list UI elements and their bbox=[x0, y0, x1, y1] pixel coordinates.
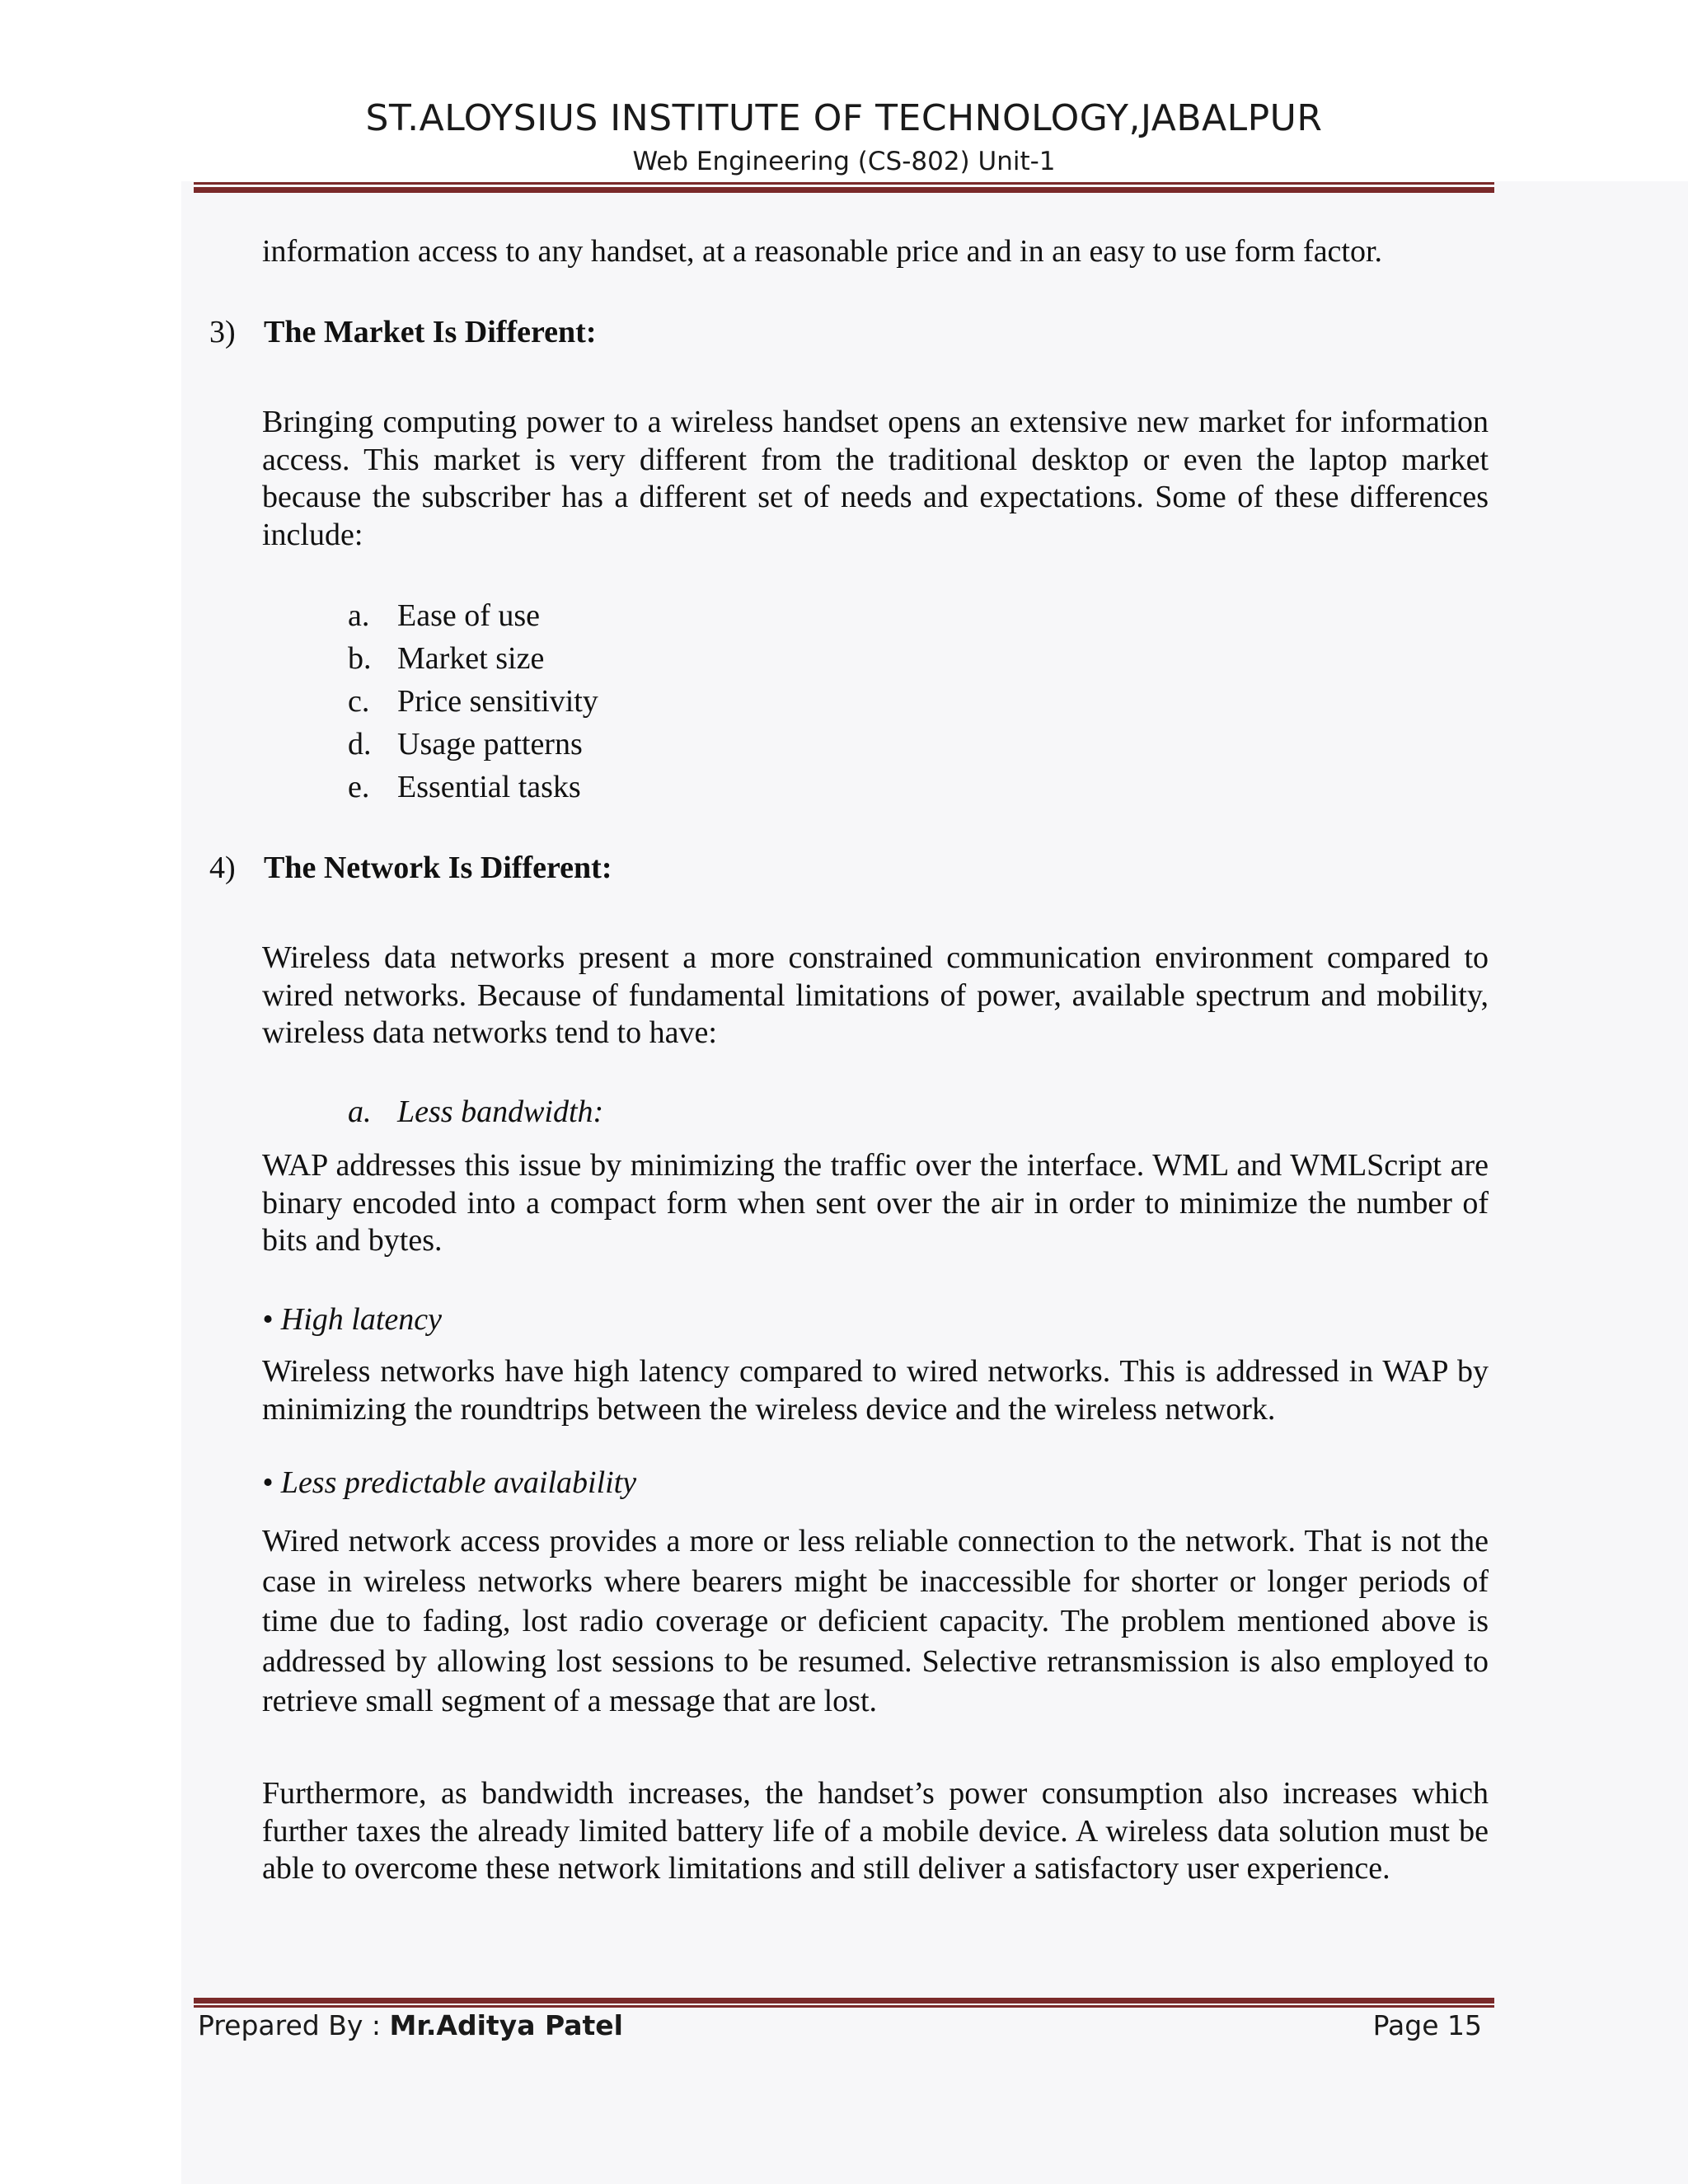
section-3-paragraph: Bringing computing power to a wireless handset opens an extensive new market for information access. This market is very different from the traditional desktop or even the laptop market because the subscriber has a different set of needs and expectations. Some of these differences include: bbox=[262, 405, 1489, 552]
section-3-number: 3) bbox=[209, 315, 236, 349]
latency-paragraph: Wireless networks have high latency compared to wired networks. This is addressed in WAP by minimizing the roundtrips between the wireless device and the wireless network. bbox=[262, 1354, 1489, 1427]
availability-paragraph: Wired network access provides a more or less reliable connection to the network. That is not the case in wireless networks where bearers might be inaccessible for shorter or longer periods of time due to fading, lost radio coverage or deficient capacity. The problem mentioned above is addressed by allowing lost sessions to be resumed. Selective retransmission is also employed to retrieve small segment of a message that are lost. bbox=[262, 1524, 1489, 1718]
section-4-title: The Network Is Different: bbox=[264, 851, 612, 885]
prepared-label: Prepared By : bbox=[198, 2009, 390, 2041]
course-subtitle: Web Engineering (CS-802) Unit-1 bbox=[632, 147, 1056, 176]
availability-heading: • Less predictable availability bbox=[262, 1465, 637, 1500]
section-4-number: 4) bbox=[209, 851, 236, 885]
page-number: Page 15 bbox=[1372, 2009, 1482, 2041]
institute-title: ST.ALOYSIUS INSTITUTE OF TECHNOLOGY,JABALPUR bbox=[365, 97, 1323, 139]
author-name: Mr.Aditya Patel bbox=[389, 2009, 623, 2041]
latency-heading: • High latency bbox=[262, 1302, 443, 1337]
section-3-heading bbox=[209, 313, 951, 351]
closing-paragraph: Furthermore, as bandwidth increases, the handset’s power consumption also increases which further taxes the already limited battery life of a mobile device. A wireless data solution must be able to overcome these network limitations and still deliver a satisfactory user experience. bbox=[262, 1776, 1489, 1886]
section-4-heading bbox=[209, 849, 951, 887]
continuation-text: information access to any handset, at a reasonable price and in an easy to use form factor. bbox=[262, 234, 1383, 269]
footer-prepared-by bbox=[198, 2009, 623, 2041]
bandwidth-paragraph: WAP addresses this issue by minimizing the traffic over the interface. WML and WMLScript are binary encoded into a compact form when sent over the air in order to minimize the number of bits and bytes. bbox=[262, 1148, 1489, 1258]
section-3-title: The Market Is Different: bbox=[264, 315, 597, 349]
page-content: information access to any handset, at a reasonable price and in an easy to use form factor. 3) The Market Is Different: Bringing computing power to a wireless handset opens an extensive new market for information access. This market is very different from the traditional desktop or even the laptop market because the subscriber has a different set of needs and expectations. Some of these differences include: a. Ease of use b. Market size c. Price sensitivity d. Usage patterns e. Essential tasks 4) The Network Is Different: Wireless data networks present a more constrained communication environment compared to wired networks. Because of fundamental limitations of power, available spectrum and mobility, wireless data networks tend to have: a. Less bandwidth: WAP addresses this issue by minimizing the traffic over the interface. WML and WMLScript are binary encoded into a compact form when sent over the air in order to minimize the number of bits and bytes. • High latency Wireless networks have high latency compared to wired networks. This is addressed in WAP by minimizing the roundtrips between the wireless device and the wireless network. • Less predictable availability Wired network access provides a more or less reliable connection to the network. That is not the case in wireless networks where bearers might be inaccessible for shorter or longer periods of time due to fading, lost radio coverage or deficient capacity. The problem mentioned above is addressed by allowing lost sessions to be resumed. Selective retransmission is also employed to retrieve small segment of a message that are lost. Furthermore, as bandwidth increases, the handset’s power consumption also increases which further taxes the already limited battery life of a mobile device. A wireless data solution must be able to overcome these network limitations and still deliver a satisfactory user experience. bbox=[0, 0, 1688, 2184]
section-4-paragraph: Wireless data networks present a more constrained communication environment compared to wired networks. Because of fundamental limitations of power, available spectrum and mobility, wireless data networks tend to have: bbox=[262, 940, 1489, 1050]
footer-rule-thin bbox=[194, 2005, 1494, 2008]
footer-rule-thick bbox=[194, 1998, 1494, 2004]
